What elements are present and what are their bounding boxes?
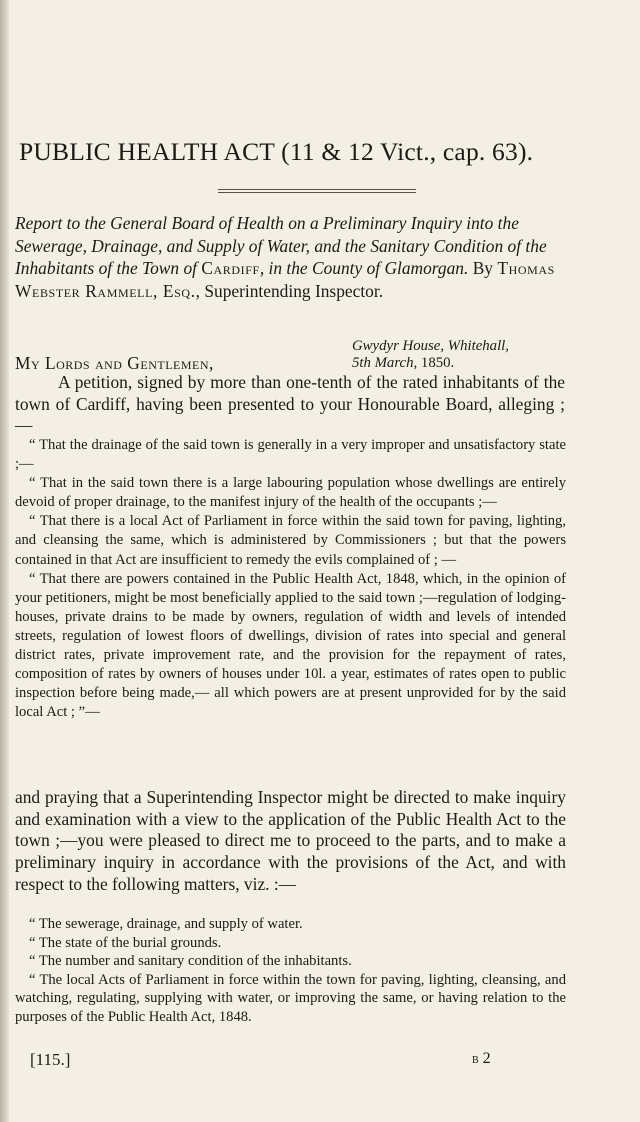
page-number: [115.]: [30, 1050, 71, 1069]
matter-item: “ The local Acts of Parliament in force within the town for paving, lighting, cleansing, and watching, regulating, supplying with water, or improving the same, or having relation to the purposes of the Public Health Act, 1848.: [15, 971, 566, 1025]
signature-mark: [472, 1050, 491, 1068]
allegation-paragraph: “ That the drainage of the said town is generally in a very improper and unsatisfactory state ;—: [15, 437, 566, 473]
date-day: 5th March,: [352, 355, 418, 371]
date: [352, 355, 582, 372]
allegation-paragraph: “ That there are powers contained in the Public Health Act, 1848, which, in the opinion of your petitioners, might be most beneficially applied to the said town ;—regulation of lodging-houses, private drains to be made by owners, regulation of width and levels of intended streets, regulation of lowest floors of dwellings, division of rates into special and general district rates, private improvement rate, and the provision for the repayment of rates, composition of rates by owners of houses under 10l. a year, estimates of rates open to public inspection before being made,— all which powers are at present unprovided for by the said local Act ; ”—: [15, 570, 566, 721]
page-heading: PUBLIC HEALTH ACT (11 & 12 Vict., cap. 63).: [19, 137, 534, 166]
report-town: Cardiff: [201, 258, 260, 278]
date-year: 1850.: [417, 355, 455, 371]
signature-number: 2: [482, 1050, 491, 1067]
praying-text: and praying that a Superintending Inspector might be directed to make inquiry and examination with a view to the application of the Public Health Act to the town ;—you were pleased to direct me to proceed to the parts, and to make a preliminary inquiry in accordance with the provisions of the Act, and with respect to the following matters, viz. :—: [15, 787, 566, 894]
matters-list: [15, 915, 566, 1027]
report-role: , Superintending Inspector.: [195, 280, 384, 301]
petition-text: A petition, signed by more than one-tenth of the rated inhabitants of the town of Cardiff, having been presented to your Honourable Board, alleging ;—: [15, 372, 565, 435]
report-by: By: [468, 258, 498, 278]
matter-item: “ The sewerage, drainage, and supply of water.: [29, 916, 303, 932]
matter-item: “ The state of the burial grounds.: [29, 934, 222, 951]
salutation: My Lords and Gentlemen,: [15, 353, 214, 373]
praying-paragraph: [15, 787, 566, 896]
place-date: [352, 338, 582, 372]
place: Gwydyr House, Whitehall,: [352, 338, 509, 354]
report-county: , in the County of Glamorgan.: [259, 258, 469, 278]
allegation-paragraph: “ That there is a local Act of Parliament in force within the said town for paving, lighting, and cleansing the same, which is administered by Commissioners ; but that the powers contained in that Act are insufficient to remedy the evils complained of ; —: [15, 513, 566, 568]
report-esq: , Esq.: [153, 280, 196, 301]
report-title: [15, 212, 565, 302]
petition-paragraph: [15, 372, 565, 437]
allegations-block: [15, 436, 566, 722]
signature-letter: b: [472, 1052, 479, 1067]
report-title-text: Report to the General Board of Health on a Preliminary Inquiry into the Sewerage, Drainage, and Supply of Water, and the Sanitary Condition of the Inhabitants of the Town of: [15, 213, 547, 278]
matter-item: “ The number and sanitary condition of the inhabitants.: [29, 953, 352, 970]
report-author: Thomas Webster Rammell: [15, 258, 555, 301]
allegation-paragraph: “ That in the said town there is a large labouring population whose dwellings are entirely devoid of proper drainage, to the manifest injury of the health of the occupants ;—: [15, 475, 566, 511]
heading-rule: [218, 189, 416, 193]
